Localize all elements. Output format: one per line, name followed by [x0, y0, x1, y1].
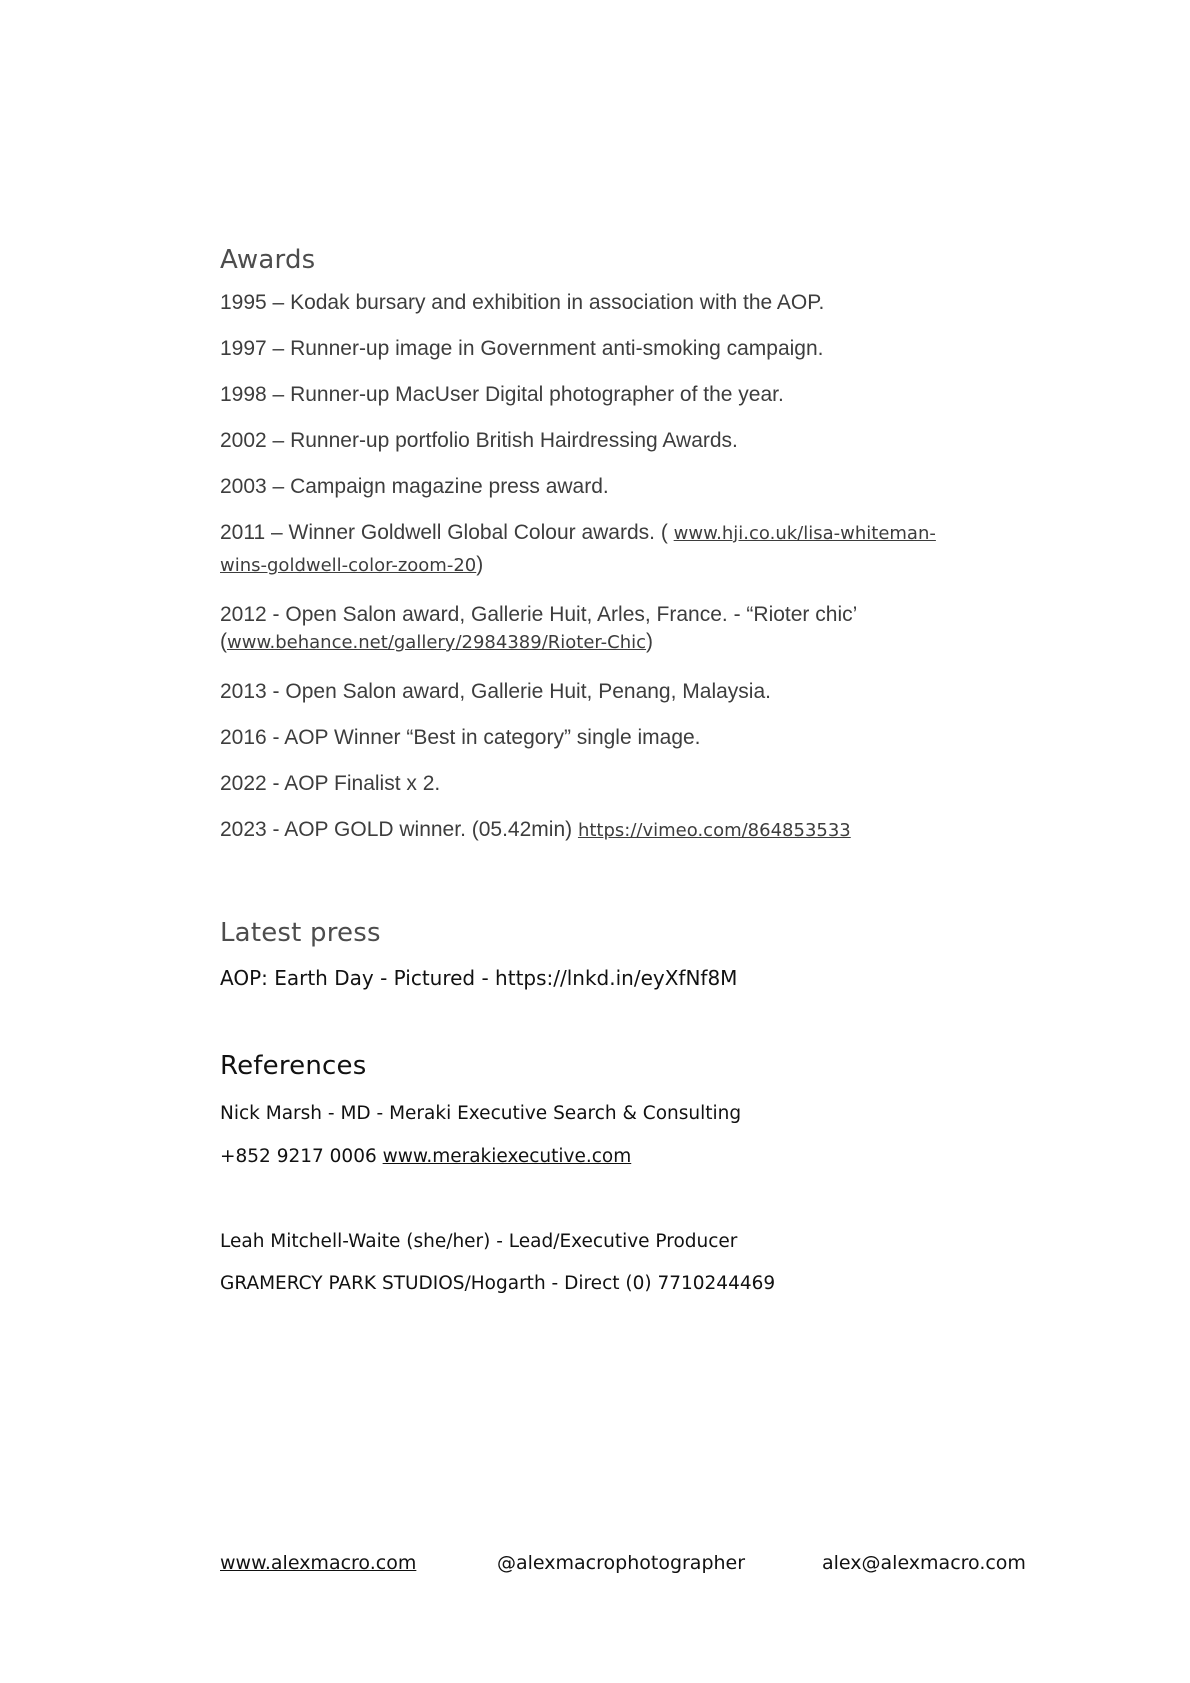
award-2023: [220, 818, 851, 842]
award-1998: 1998 – Runner-up MacUser Digital photographer of the year.: [220, 383, 784, 406]
award-2022: 2022 - AOP Finalist x 2.: [220, 772, 441, 795]
award-2011-suffix: ): [476, 553, 484, 576]
reference-1-link[interactable]: www.merakiexecutive.com: [382, 1146, 632, 1167]
award-2013: 2013 - Open Salon award, Gallerie Huit, Penang, Malaysia.: [220, 680, 771, 703]
award-2016: 2016 - AOP Winner “Best in category” single image.: [220, 726, 701, 749]
award-2011-link-part1[interactable]: www.hji.co.uk/lisa-whiteman-: [673, 523, 936, 544]
references-heading: References: [220, 1051, 367, 1081]
award-1995: 1995 – Kodak bursary and exhibition in association with the AOP.: [220, 291, 825, 314]
reference-2-contact: GRAMERCY PARK STUDIOS/Hogarth - Direct (0) 7710244469: [220, 1273, 776, 1294]
award-2002: 2002 – Runner-up portfolio British Hairdressing Awards.: [220, 429, 738, 452]
reference-1-phone: +852 9217 0006: [220, 1146, 383, 1167]
award-2011-link-part2[interactable]: wins-goldwell-color-zoom-20: [220, 555, 477, 576]
award-2023-link[interactable]: https://vimeo.com/864853533: [577, 820, 851, 841]
footer-website-link[interactable]: www.alexmacro.com: [220, 1552, 417, 1574]
reference-2-name: Leah Mitchell-Waite (she/her) - Lead/Executive Producer: [220, 1231, 738, 1252]
award-2012-suffix: ): [646, 630, 654, 653]
award-2011-continued: [220, 553, 483, 577]
award-2003: 2003 – Campaign magazine press award.: [220, 475, 609, 498]
press-item: AOP: Earth Day - Pictured - https://lnkd.in/eyXfNf8M: [220, 966, 738, 990]
award-2012-prefix: (: [220, 630, 227, 653]
award-2012-link[interactable]: www.behance.net/gallery/2984389/Rioter-Chic: [227, 632, 647, 653]
footer-email: alex@alexmacro.com: [822, 1552, 1026, 1574]
award-2011: [220, 521, 936, 545]
award-2011-text: 2011 – Winner Goldwell Global Colour awards. (: [220, 521, 674, 544]
award-2023-text: 2023 - AOP GOLD winner. (05.42min): [220, 818, 578, 841]
award-2012-continued: [220, 630, 653, 654]
award-2012: 2012 - Open Salon award, Gallerie Huit, Arles, France. - “Rioter chic’: [220, 603, 858, 626]
award-1997: 1997 – Runner-up image in Government anti-smoking campaign.: [220, 337, 824, 360]
reference-1-contact: [220, 1146, 631, 1167]
awards-heading: Awards: [220, 245, 316, 275]
reference-1-name: Nick Marsh - MD - Meraki Executive Search & Consulting: [220, 1103, 742, 1124]
press-heading: Latest press: [220, 918, 381, 948]
footer-social-handle: @alexmacrophotographer: [497, 1552, 746, 1574]
